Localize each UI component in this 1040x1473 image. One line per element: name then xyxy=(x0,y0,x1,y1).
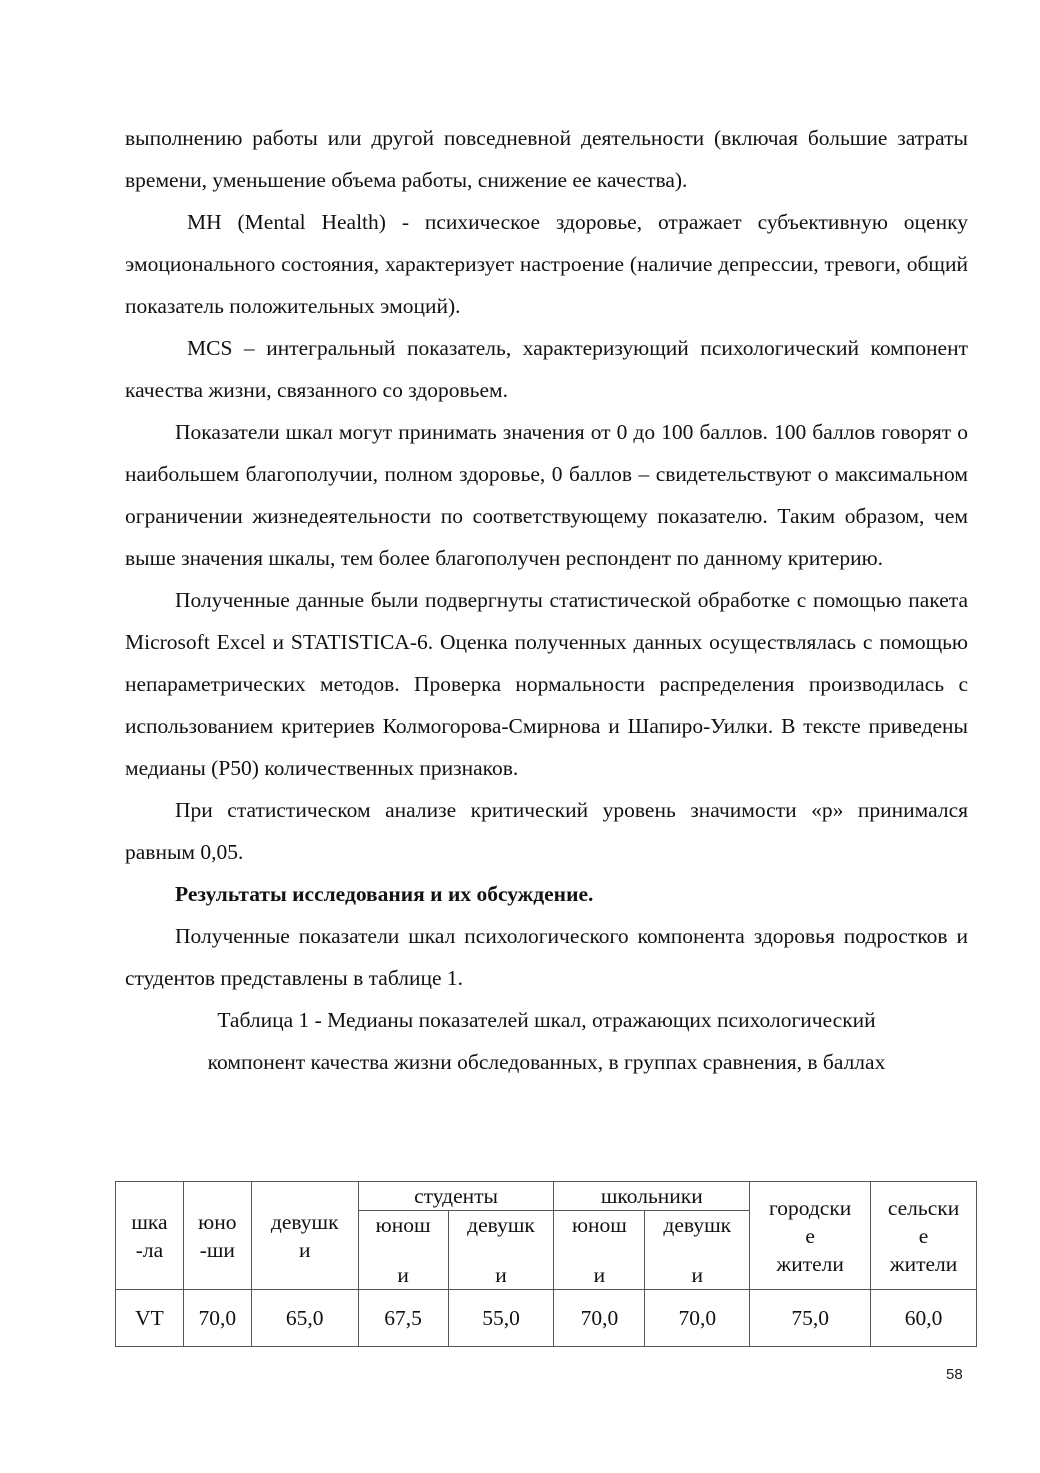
paragraph-results-intro: Полученные показатели шкал психологического компонента здоровья подростков и студентов представлены в таблице 1. xyxy=(125,924,968,990)
header-pupils-girls: девушк и xyxy=(645,1211,750,1290)
header-pupils-group: школьники xyxy=(554,1182,750,1211)
results-table xyxy=(115,1181,977,1347)
cell-boys: 70,0 xyxy=(183,1290,251,1347)
header-students-girls: девушк и xyxy=(448,1211,554,1290)
paragraph-scale-values: Показатели шкал могут принимать значения от 0 до 100 баллов. 100 баллов говорят о наибольшем благополучии, полном здоровье, 0 баллов – свидетельствуют о максимальном ограничении жизнедеятельности по соответствующему показателю. Таким образом, чем выше значения шкалы, тем более благополучен респондент по данному критерию. xyxy=(125,420,968,570)
header-students-boys: юнош и xyxy=(358,1211,448,1290)
paragraph-significance: При статистическом анализе критический уровень значимости «р» принимался равным 0,05. xyxy=(125,798,968,864)
cell-scale: VT xyxy=(116,1290,184,1347)
paragraph-mh: MH (Mental Health) - психическое здоровье, отражает субъективную оценку эмоционального состояния, характеризует настроение (наличие депрессии, тревоги, общий показатель положительных эмоций). xyxy=(125,210,968,318)
header-pupils-boys: юнош и xyxy=(554,1211,645,1290)
cell-pupils-girls: 70,0 xyxy=(645,1290,750,1347)
cell-pupils-boys: 70,0 xyxy=(554,1290,645,1347)
table-row xyxy=(116,1290,977,1347)
page-number: 58 xyxy=(946,1366,963,1383)
header-rural: сельски е жители xyxy=(871,1182,977,1290)
header-boys: юно -ши xyxy=(183,1182,251,1290)
table-caption-line-1: Таблица 1 - Медианы показателей шкал, отражающих психологический xyxy=(217,1008,876,1032)
paragraph-statistics: Полученные данные были подвергнуты статистической обработке с помощью пакета Microsoft Excel и STATISTICA-6. Оценка полученных данных осуществлялась с помощью непараметрических методов. Проверка нормальности распределения производилась с использованием критериев Колмогорова-Смирнова и Шапиро-Уилки. В тексте приведены медианы (P50) количественных признаков. xyxy=(125,588,968,780)
table-caption-line-2: компонент качества жизни обследованных, в группах сравнения, в баллах xyxy=(207,1050,886,1074)
header-girls: девушк и xyxy=(251,1182,358,1290)
cell-students-girls: 55,0 xyxy=(448,1290,554,1347)
header-scale: шка -ла xyxy=(116,1182,184,1290)
cell-students-boys: 67,5 xyxy=(358,1290,448,1347)
section-heading: Результаты исследования и их обсуждение. xyxy=(175,882,594,906)
paragraph-continuation: выполнению работы или другой повседневной деятельности (включая большие затраты времени, уменьшение объема работы, снижение ее качества). xyxy=(125,126,968,192)
header-students-group: студенты xyxy=(358,1182,554,1211)
document-body xyxy=(125,117,968,1083)
cell-rural: 60,0 xyxy=(871,1290,977,1347)
cell-urban: 75,0 xyxy=(750,1290,871,1347)
paragraph-mcs: MCS – интегральный показатель, характеризующий психологический компонент качества жизни, связанного со здоровьем. xyxy=(125,336,968,402)
cell-girls: 65,0 xyxy=(251,1290,358,1347)
header-urban: городски е жители xyxy=(750,1182,871,1290)
